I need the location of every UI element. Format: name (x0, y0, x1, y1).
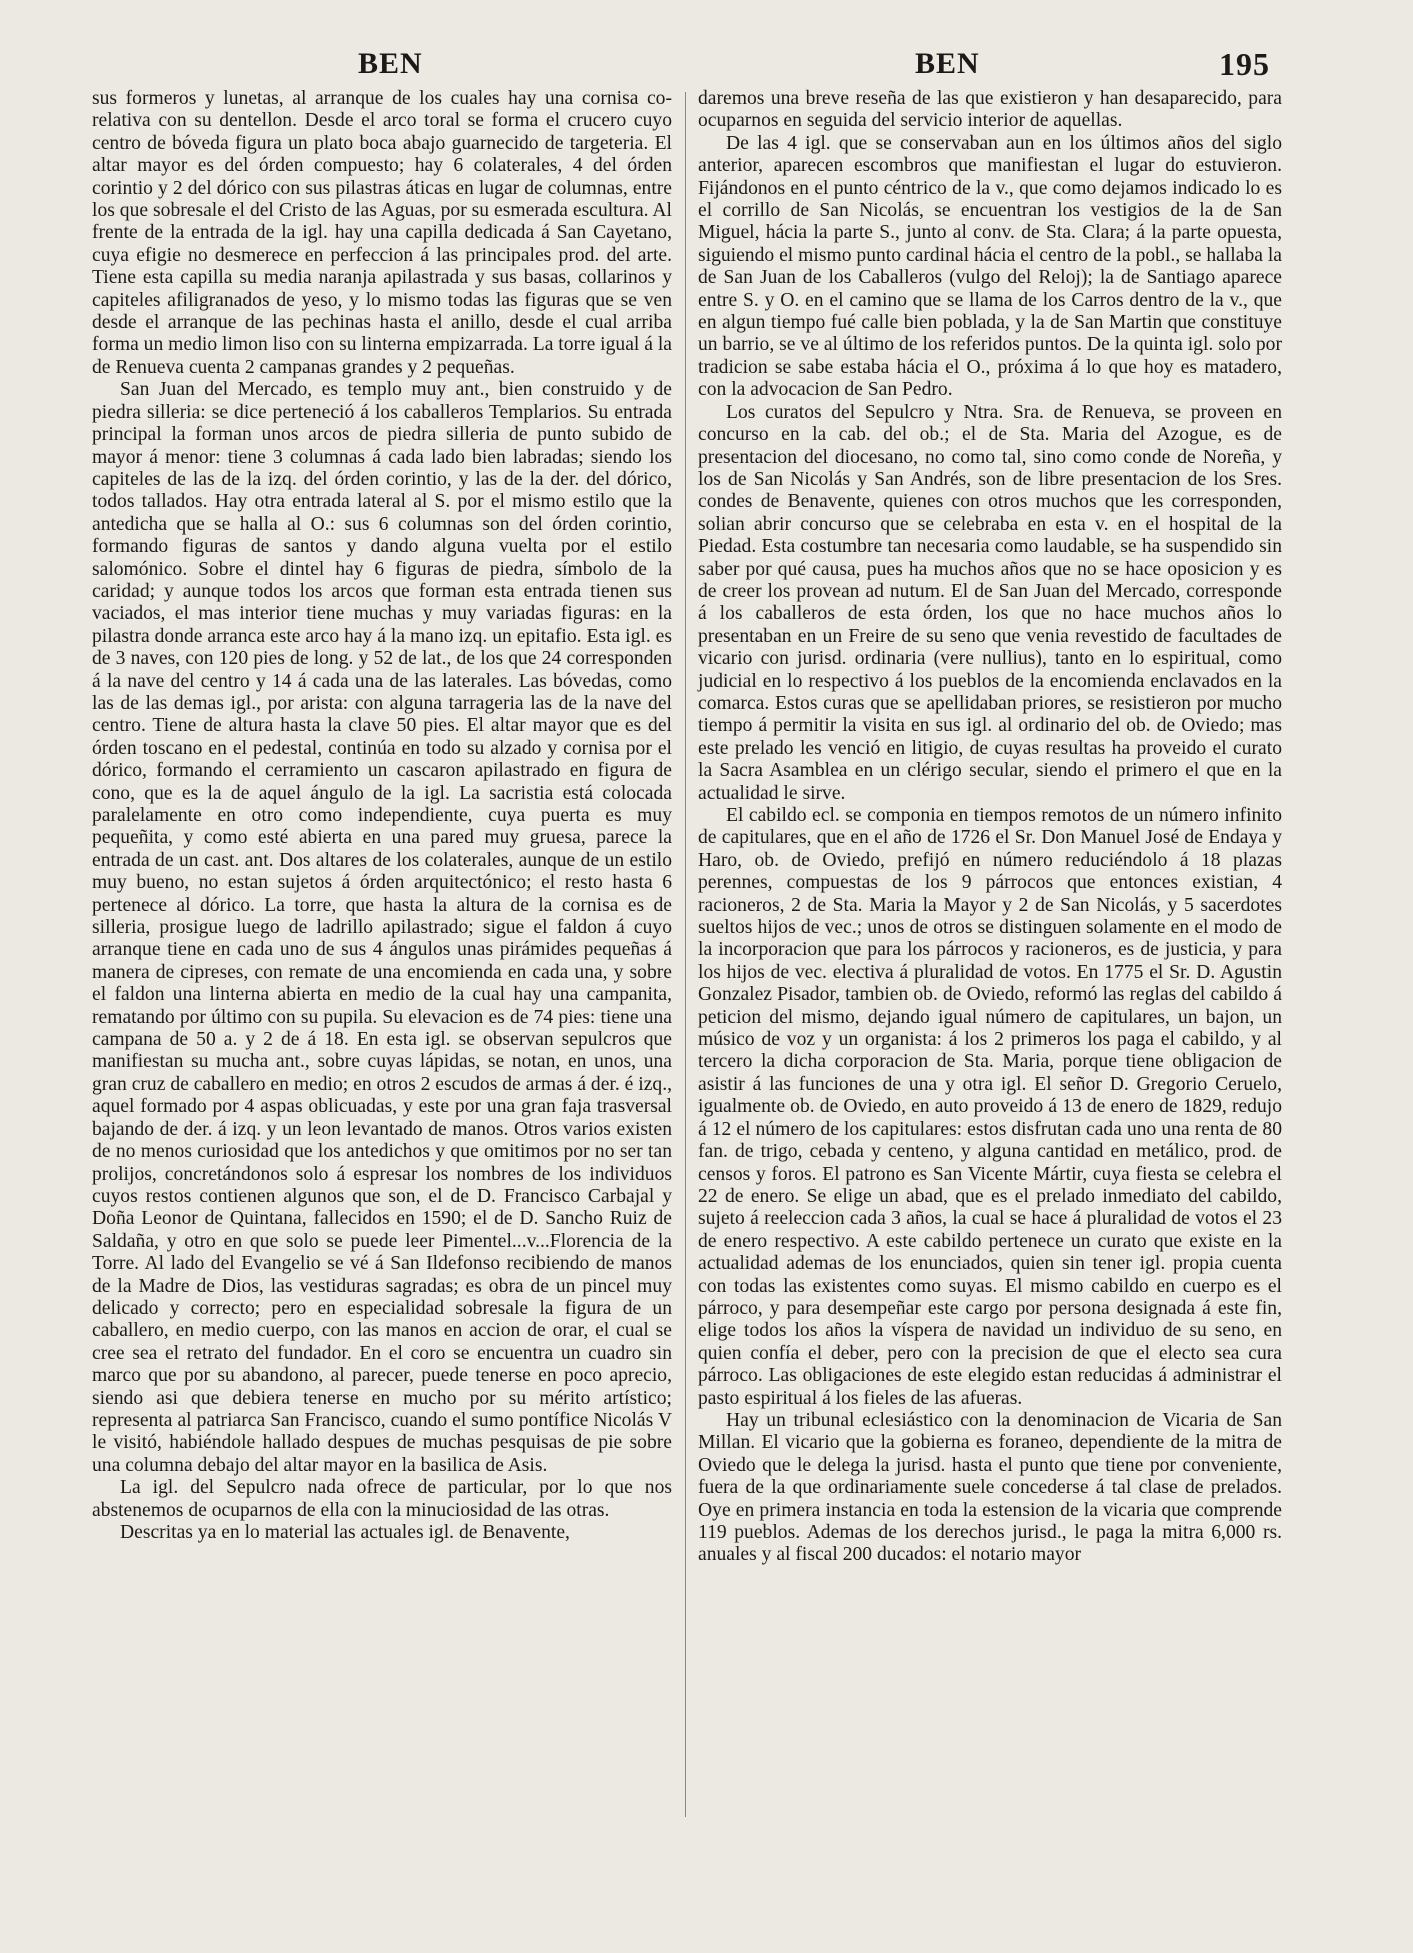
paragraph-descritas: Descritas ya en lo material las actuales igl. de Benavente, (120, 1522, 570, 1543)
paragraph-continued: sus formeros y lunetas, al arranque de los cuales hay una cornisa co-relativa con su dentellon. Desde el arco toral se forma el crucero cuyo centro de bóveda figura un plato boca abajo guarnecido de targeteria. El altar mayor es del órden compuesto; hay 6 colaterales, 4 del órden corintio y 2 del dórico con sus pilastras áticas en lugar de columnas, entre los que sobresale el del Cristo de las Aguas, por su esmerada escultura. Al frente de la entrada de la igl. hay una capilla dedicada á San Cayetano, cuya efigie no desmerece en perfeccion á las principales prod. del arte. Tiene esta capilla su media naranja apilastrada y sus basas, collarinos y capiteles afiligranados de yeso, y lo mismo todas las figuras que se ven desde el arranque de las pechinas hasta el anillo, desde el cual arriba forma un medio limon liso con su linterna empizarrada. La torre igual á la de Renueva cuenta 2 campanas grandes y 2 pequeñas. (92, 88, 672, 378)
right-running-head: BEN (915, 47, 980, 80)
paragraph-tribunal: Hay un tribunal eclesiástico con la denominacion de Vicaria de San Millan. El vicario que la gobierna es foraneo, dependiente de la mitra de Oviedo que le delega la jurisd. hasta el punto que tiene por conveniente, fuera de la que ordinariamente suele concederse á tal clase de prelados. Oye en primera instancia en toda la estension de la vicaria que comprende 119 pueblos. Ademas de los derechos jurisd., le paga la mitra 6,000 rs. anuales y al fiscal 200 ducados: el notario mayor (698, 1409, 1282, 1566)
paragraph-sepulcro: La igl. del Sepulcro nada ofrece de particular, por lo que nos abstenemos de ocuparnos de ella con la minuciosidad de las otras. (92, 1477, 672, 1521)
right-column (698, 88, 1282, 1567)
page-number: 195 (1219, 46, 1270, 82)
left-column (92, 88, 672, 1544)
paragraph-continued-right: daremos una breve reseña de las que existieron y han desaparecido, para ocuparnos en seguida del servicio interior de aquellas. (698, 88, 1282, 132)
column-divider (685, 92, 686, 1817)
paragraph-curatos: Los curatos del Sepulcro y Ntra. Sra. de Renueva, se proveen en concurso en la cab. del ob.; el de Sta. Maria del Azogue, es de presentacion del diocesano, no como tal, sino como conde de Noreña, y los de San Nicolás y San Andrés, son de libre presentacion de los Sres. condes de Benavente, quienes con otros muchos que les corresponden, solian abrir concurso que se celebraba en esta v. en el hospital de la Piedad. Esta costumbre tan necesaria como laudable, se ha suspendido sin saber por qué causa, pues ha muchos años que no se hace oposicion y es de creer los provean ad nutum. El de San Juan del Mercado, corresponde á los caballeros de esta órden, los que no hace muchos años lo presentaban en un Freire de su seno que venia revestido de facultades de vicario con jurisd. ordinaria (vere nullius), tanto en lo espiritual, como judicial en lo respectivo á los pueblos de la encomienda enclavados en la comarca. Estos curas que se apellidaban priores, se resistieron por mucho tiempo á permitir la visita en sus igl. al ordinario del ob. de Oviedo; mas este prelado les venció en litigio, de cuyas resultas ha proveido el curato la Sacra Asamblea en un clérigo secular, siendo el primero el que en la actualidad le sirve. (698, 401, 1282, 804)
left-running-head: BEN (358, 47, 423, 80)
paragraph-cabildo: El cabildo ecl. se componia en tiempos remotos de un número infinito de capitulares, que en el año de 1726 el Sr. Don Manuel José de Endaya y Haro, ob. de Oviedo, prefijó en número reduciéndolo á 18 plazas perennes, compuestas de los 9 párrocos que entonces existian, 4 racioneros, 2 de Sta. Maria la Mayor y 2 de San Nicolás, y 5 sacerdotes sueltos hijos de vec.; unos de otros se distinguen solamente en el modo de la incorporacion que para los párrocos y racioneros, es de justicia, y para los hijos de vec. electiva á pluralidad de votos. En 1775 el Sr. D. Agustin Gonzalez Pisador, tambien ob. de Oviedo, reformó las reglas del cabildo á peticion del mismo, dejando igual número de capitulares, un bajon, un músico de voz y un organista: á los 2 primeros los paga el cabildo, y al tercero la dicha corporacion de Sta. Maria, porque tiene obligacion de asistir á las funciones de una y otra igl. El señor D. Gregorio Ceruelo, igualmente ob. de Oviedo, en auto proveido á 13 de enero de 1829, redujo á 12 el número de los capitulares: estos disfrutan cada uno una renta de 80 fan. de trigo, cebada y centeno, y alguna cantidad en metálico, prod. de censos y foros. El patrono es San Vicente Mártir, cuya fiesta se celebra el 22 de enero. Se elige un abad, que es el prelado inmediato del cabildo, sujeto á reeleccion cada 3 años, la cual se hace á pluralidad de votos el 23 de enero respectivo. A este cabildo pertenece un curato que existe en la actualidad ademas de los enunciados, quien sin tener igl. propia cuenta con todas las existentes como suyas. El mismo cabildo en cuerpo es el párroco, y para desempeñar este cargo por persona designada á este fin, elige todos los años la víspera de navidad un individuo de su seno, en quien confía el deber, pero con la precision de que el electo sea cura párroco. Las obligaciones de este elegido estan reducidas á administrar el pasto espiritual á los fieles de las afueras. (698, 805, 1282, 1409)
paragraph-san-juan-del-mercado: San Juan del Mercado, es templo muy ant., bien construido y de piedra silleria: se dice perteneció á los caballeros Templarios. Su entrada principal la forman unos arcos de piedra silleria de punto subido de mayor á menor: tiene 3 columnas á cada lado bien labradas; siendo los capiteles de las de la izq. del órden corintio, y las de la der. del dórico, todos tallados. Hay otra entrada lateral al S. por el mismo estilo que la antedicha que se halla al O.: sus 6 columnas son del órden corintio, formando figuras de santos y dando alguna vuelta por el estilo salomónico. Sobre el dintel hay 6 figuras de piedra, símbolo de la caridad; y aunque todos los arcos que forman esta entrada tienen sus vaciados, el mas interior tiene muchas y muy variadas figuras: en la pilastra donde arranca este arco hay á la mano izq. un epitafio. Esta igl. es de 3 naves, con 120 pies de long. y 52 de lat., de los que 24 corresponden á la nave del centro y 14 á cada una de las laterales. Las bóvedas, como las de las demas igl., por arista: con alguna tarrageria las de la nave del centro. Tiene de altura hasta la clave 50 pies. El altar mayor que es del órden toscano en el pedestal, continúa en todo su alzado y cornisa por el dórico, formando el cerramiento un cascaron apilastrado en figura de cono, que es la de aquel ángulo de la igl. La sacristia está colocada paralelamente en otro como independiente, cuya puerta es muy pequeñita, y como esté abierta en una pared muy gruesa, parece la entrada de un cast. ant. Dos altares de los colaterales, aunque de un estilo muy bueno, no estan sujetos á órden arquitectónico; el resto hasta 6 pertenece al dórico. La torre, que hasta la altura de la cornisa es de silleria, prosigue luego de ladrillo apilastrado; sigue el faldon á cuyo arranque tiene en cada uno de sus 4 ángulos unas pirámides pequeñas á manera de cipreses, con remate de una encomienda en cada una, y sobre el faldon una linterna abierta en medio de la cual hay una campanita, rematando por último con su pupila. Su elevacion es de 74 pies: tiene una campana de 50 a. y 2 de á 18. En esta igl. se observan sepulcros que manifiestan su mucha ant., sobre cuyas lápidas, se notan, en unos, una gran cruz de caballero en medio; en otros 2 escudos de armas á der. é izq., aquel formado por 4 aspas oblicuadas, y este por una gran faja trasversal bajando de der. á izq. y un leon levantado de manos. Otros varios existen de no menos curiosidad que los antedichos y que omitimos por no ser tan prolijos, concretándonos solo á espresar los nombres de los individuos cuyos restos contienen algunos que son, el de D. Francisco Carbajal y Doña Leonor de Quintana, fallecidos en 1590; el de D. Sancho Ruiz de Saldaña, y otro en que solo se puede leer Pimentel...v...Florencia de la Torre. Al lado del Evangelio se vé á San Ildefonso recibiendo de manos de la Madre de Dios, las vestiduras sagradas; es obra de un pincel muy delicado y correcto; pero en especialidad sobresale la figura de un caballero, en medio cuerpo, con las manos en accion de orar, el cual se cree sea el retrato del fundador. En el coro se encuentra un cuadro sin marco que por su abandono, al parecer, puede tenerse en poco aprecio, siendo asi que debiera tenerse en mucho por su mérito artístico; representa al patriarca San Francisco, cuando el sumo pontífice Nicolás V le visitó, habiéndole hallado despues de muchas pesquisas de pie sobre una columna debajo del altar mayor en la basilica de Asis. (92, 379, 672, 1476)
paragraph-igl-desaparecidas: De las 4 igl. que se conservaban aun en los últimos años del siglo anterior, aparecen escombros que manifiestan el lugar do estuvieron. Fijándonos en el punto céntrico de la v., que como dejamos indicado lo es el corrillo de San Nicolás, se encuentran los vestigios de la de San Miguel, hácia la parte S., junto al conv. de Sta. Clara; á la parte opuesta, siguiendo el mismo punto cardinal hácia el centro de la pobl., se hallaba la de San Juan de los Caballeros (vulgo del Reloj); la de Santiago aparece entre S. y O. en el camino que se llama de los Carros dentro de la v., que en algun tiempo fué calle bien poblada, y la de San Martin que constituye un barrio, se ve al último de los referidos puntos. De la quinta igl. solo por tradicion se sabe estaba hácia el O., próxima á lo que hoy es matadero, con la advocacion de San Pedro. (698, 132, 1282, 401)
